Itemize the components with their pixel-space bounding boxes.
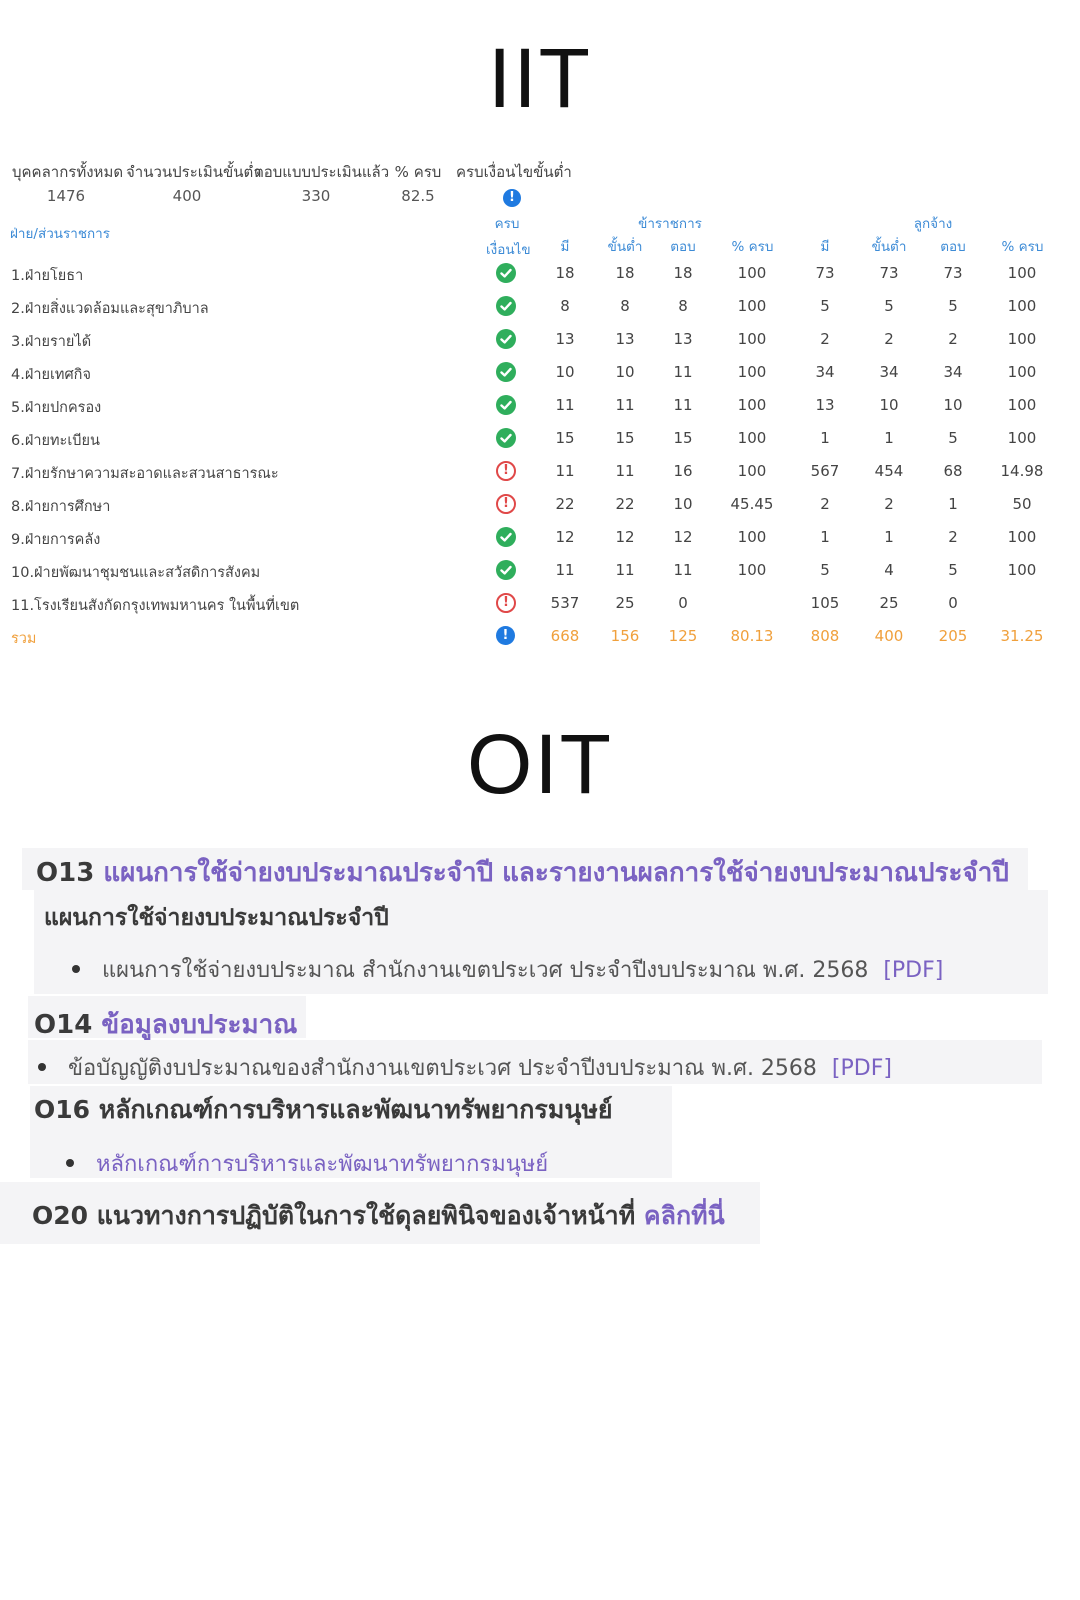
- table-row: [0, 290, 1080, 323]
- department-name: 7.ฝ่ายรักษาความสะอาดและสวนสาธารณะ: [11, 466, 279, 482]
- cell-emp-pct: 14.98: [1000, 462, 1044, 480]
- cell-emp-pct: 100: [1007, 264, 1037, 282]
- department-name: 6.ฝ่ายทะเบียน: [11, 433, 100, 449]
- check-circle-icon: [496, 362, 516, 382]
- cell-civil-have: 13: [555, 330, 575, 348]
- cell-emp-pct: 100: [1007, 297, 1037, 315]
- cell-civil-answered: 11: [673, 396, 693, 414]
- header-emp-answered: ตอบ: [940, 239, 966, 255]
- summary-percent: [390, 160, 446, 208]
- cell-emp-answered: 5: [948, 429, 958, 447]
- check-circle-icon: [496, 329, 516, 349]
- cell-civil-have: 10: [555, 363, 575, 381]
- cell-emp-have: 105: [810, 594, 840, 612]
- department-name: 4.ฝ่ายเทศกิจ: [11, 367, 91, 383]
- summary-value: 82.5: [401, 187, 435, 205]
- cell-emp-have: 1: [820, 429, 830, 447]
- o13-heading: [36, 852, 1009, 893]
- cell-civil-pct: 100: [737, 561, 767, 579]
- cell-civil-pct: 100: [737, 396, 767, 414]
- summary-total-staff: [12, 160, 124, 208]
- o14-list-item: [38, 1050, 892, 1085]
- department-name: 1.ฝ่ายโยธา: [11, 268, 84, 284]
- table-row: [0, 257, 1080, 290]
- department-name: 10.ฝ่ายพัฒนาชุมชนและสวัสดิการสังคม: [11, 565, 261, 581]
- cell-emp-answered: 2: [948, 330, 958, 348]
- o14-pdf-link[interactable]: [PDF]: [831, 1056, 892, 1081]
- table-row: [0, 323, 1080, 356]
- o13-title[interactable]: แผนการใช้จ่ายงบประมาณประจำปี และรายงานผลการใช้จ่ายงบประมาณประจำปี: [103, 858, 1009, 888]
- header-complete-line2: เงื่อนไข: [486, 242, 531, 258]
- cell-civil-min: 12: [615, 528, 635, 546]
- cell-civil-pct: 100: [737, 330, 767, 348]
- cell-civil-min: 11: [615, 396, 635, 414]
- cell-civil-have: 8: [560, 297, 570, 315]
- cell-civil-have: 537: [550, 594, 580, 612]
- cell-civil-min: 15: [615, 429, 635, 447]
- o14-code: O14: [34, 1010, 93, 1040]
- cell-emp-min: 454: [874, 462, 904, 480]
- cell-emp-have: 808: [810, 627, 840, 645]
- summary-value: 1476: [46, 187, 86, 205]
- o13-item-text: แผนการใช้จ่ายงบประมาณ สำนักงานเขตประเวศ ประจำปีงบประมาณ พ.ศ. 2568: [102, 958, 869, 983]
- cell-civil-min: 10: [615, 363, 635, 381]
- summary-label: ตอบแบบประเมินแล้ว: [254, 163, 390, 181]
- bullet-icon: [72, 965, 80, 973]
- check-circle-icon: [496, 296, 516, 316]
- cell-civil-pct: 100: [737, 264, 767, 282]
- o13-list-item: [72, 952, 943, 987]
- cell-emp-answered: 5: [948, 297, 958, 315]
- oit-title: OIT: [467, 717, 613, 811]
- o20-title: O20 แนวทางการปฏิบัติในการใช้ดุลยพินิจของเจ้าหน้าที่: [32, 1201, 636, 1230]
- table-row: [0, 554, 1080, 587]
- alert-circle-icon: !: [496, 593, 516, 613]
- cell-emp-have: 34: [815, 363, 835, 381]
- header-civil-have: มี: [560, 239, 570, 255]
- cell-civil-answered: 10: [673, 495, 693, 513]
- cell-emp-min: 5: [884, 297, 894, 315]
- header-civil-min: ขั้นต่ำ: [607, 239, 643, 255]
- check-circle-icon: [496, 395, 516, 415]
- summary-label: จำนวนประเมินขั้นต่ำ: [126, 163, 262, 181]
- cell-civil-min: 11: [615, 561, 635, 579]
- cell-emp-have: 13: [815, 396, 835, 414]
- cell-civil-min: 8: [620, 297, 630, 315]
- cell-emp-answered: 0: [948, 594, 958, 612]
- table-row: [0, 389, 1080, 422]
- cell-civil-answered: 125: [668, 627, 698, 645]
- header-emp-pct: % ครบ: [1001, 239, 1044, 255]
- cell-emp-have: 2: [820, 330, 830, 348]
- cell-civil-have: 12: [555, 528, 575, 546]
- o20-heading: [32, 1196, 725, 1236]
- cell-civil-answered: 13: [673, 330, 693, 348]
- cell-civil-pct: 100: [737, 297, 767, 315]
- table-row: [0, 422, 1080, 455]
- header-civil-servants: ข้าราชการ: [638, 216, 702, 232]
- cell-emp-have: 5: [820, 297, 830, 315]
- cell-emp-have: 5: [820, 561, 830, 579]
- cell-civil-pct: 100: [737, 363, 767, 381]
- bullet-icon: [66, 1159, 74, 1167]
- check-circle-icon: [496, 560, 516, 580]
- check-circle-icon: [496, 527, 516, 547]
- cell-civil-have: 22: [555, 495, 575, 513]
- cell-emp-pct: 100: [1007, 330, 1037, 348]
- cell-emp-answered: 205: [938, 627, 968, 645]
- cell-civil-answered: 18: [673, 264, 693, 282]
- cell-emp-min: 25: [879, 594, 899, 612]
- cell-emp-pct: 100: [1007, 528, 1037, 546]
- cell-civil-min: 13: [615, 330, 635, 348]
- cell-civil-pct: 80.13: [730, 627, 774, 645]
- cell-emp-answered: 73: [943, 264, 963, 282]
- cell-emp-have: 2: [820, 495, 830, 513]
- cell-emp-answered: 2: [948, 528, 958, 546]
- summary-answered: [254, 160, 390, 208]
- cell-emp-pct: 31.25: [1000, 627, 1044, 645]
- department-name: 11.โรงเรียนสังกัดกรุงเทพมหานคร ในพื้นที่เขต: [11, 598, 300, 614]
- cell-emp-min: 34: [879, 363, 899, 381]
- cell-emp-min: 1: [884, 528, 894, 546]
- department-name: 9.ฝ่ายการคลัง: [11, 532, 101, 548]
- cell-emp-answered: 5: [948, 561, 958, 579]
- department-name: 5.ฝ่ายปกครอง: [11, 400, 102, 416]
- o13-subheading: แผนการใช้จ่ายงบประมาณประจำปี: [44, 905, 389, 931]
- cell-emp-answered: 68: [943, 462, 963, 480]
- cell-emp-answered: 10: [943, 396, 963, 414]
- cell-civil-min: 18: [615, 264, 635, 282]
- cell-civil-have: 11: [555, 561, 575, 579]
- cell-civil-answered: 8: [678, 297, 688, 315]
- cell-civil-have: 11: [555, 462, 575, 480]
- cell-civil-pct: 100: [737, 429, 767, 447]
- summary-condition: [456, 160, 572, 208]
- summary-label: ครบเงื่อนไขขั้นต่ำ: [456, 163, 572, 181]
- table-row: [0, 488, 1080, 521]
- cell-emp-pct: 100: [1007, 363, 1037, 381]
- summary-min-required: [126, 160, 262, 208]
- table-row: [0, 455, 1080, 488]
- info-icon: !: [503, 189, 521, 207]
- cell-civil-min: 156: [610, 627, 640, 645]
- o16-heading: O16 หลักเกณฑ์การบริหารและพัฒนาทรัพยากรมนุษย์: [34, 1095, 613, 1124]
- department-name: 3.ฝ่ายรายได้: [11, 334, 92, 350]
- alert-circle-icon: !: [496, 461, 516, 481]
- iit-title: IIT: [488, 31, 592, 125]
- header-emp-min: ขั้นต่ำ: [871, 239, 907, 255]
- total-label: รวม: [11, 631, 37, 647]
- check-circle-icon: [496, 263, 516, 283]
- o13-code: O13: [36, 858, 95, 888]
- table-row: [0, 521, 1080, 554]
- o14-item-text: ข้อบัญญัติงบประมาณของสำนักงานเขตประเวศ ประจำปีงบประมาณ พ.ศ. 2568: [68, 1056, 817, 1081]
- table-row: [0, 356, 1080, 389]
- cell-civil-min: 25: [615, 594, 635, 612]
- cell-emp-pct: 50: [1012, 495, 1032, 513]
- cell-emp-have: 1: [820, 528, 830, 546]
- o14-title[interactable]: ข้อมูลงบประมาณ: [101, 1010, 298, 1040]
- cell-civil-have: 11: [555, 396, 575, 414]
- check-circle-icon: [496, 428, 516, 448]
- cell-emp-pct: 100: [1007, 396, 1037, 414]
- department-name: 2.ฝ่ายสิ่งแวดล้อมและสุขาภิบาล: [11, 301, 209, 317]
- cell-civil-have: 18: [555, 264, 575, 282]
- cell-emp-min: 2: [884, 495, 894, 513]
- cell-emp-answered: 34: [943, 363, 963, 381]
- o20-link[interactable]: คลิกที่นี่: [643, 1201, 725, 1230]
- info-icon: !: [496, 626, 515, 645]
- header-employees: ลูกจ้าง: [913, 216, 953, 232]
- cell-emp-min: 400: [874, 627, 904, 645]
- cell-civil-answered: 15: [673, 429, 693, 447]
- total-row: [0, 620, 1080, 653]
- o16-item-link[interactable]: หลักเกณฑ์การบริหารและพัฒนาทรัพยากรมนุษย์: [96, 1152, 549, 1177]
- summary-label: % ครบ: [394, 163, 442, 181]
- summary-value: 400: [172, 187, 202, 205]
- alert-circle-icon: !: [496, 494, 516, 514]
- o13-pdf-link[interactable]: [PDF]: [883, 958, 944, 983]
- cell-civil-answered: 16: [673, 462, 693, 480]
- table-row: [0, 587, 1080, 620]
- cell-emp-pct: 100: [1007, 429, 1037, 447]
- cell-emp-min: 2: [884, 330, 894, 348]
- cell-civil-pct: 100: [737, 462, 767, 480]
- cell-civil-have: 668: [550, 627, 580, 645]
- summary-label: บุคคลากรทั้งหมด: [12, 163, 124, 181]
- o14-heading: [34, 1004, 297, 1045]
- cell-emp-min: 73: [879, 264, 899, 282]
- header-civil-pct: % ครบ: [731, 239, 774, 255]
- header-complete: [486, 212, 531, 260]
- cell-emp-have: 567: [810, 462, 840, 480]
- o16-list-item: [66, 1146, 548, 1181]
- bullet-icon: [38, 1063, 46, 1071]
- header-civil-answered: ตอบ: [670, 239, 696, 255]
- cell-emp-pct: 100: [1007, 561, 1037, 579]
- cell-civil-have: 15: [555, 429, 575, 447]
- cell-civil-min: 11: [615, 462, 635, 480]
- header-emp-have: มี: [820, 239, 830, 255]
- summary-value: 330: [301, 187, 331, 205]
- cell-civil-answered: 12: [673, 528, 693, 546]
- cell-civil-pct: 100: [737, 528, 767, 546]
- department-name: 8.ฝ่ายการศึกษา: [11, 499, 111, 515]
- cell-emp-min: 1: [884, 429, 894, 447]
- cell-civil-pct: 45.45: [730, 495, 774, 513]
- cell-civil-min: 22: [615, 495, 635, 513]
- header-complete-line1: ครบ: [494, 216, 520, 232]
- cell-civil-answered: 0: [678, 594, 688, 612]
- cell-civil-answered: 11: [673, 561, 693, 579]
- cell-civil-answered: 11: [673, 363, 693, 381]
- cell-emp-answered: 1: [948, 495, 958, 513]
- header-department: ฝ่าย/ส่วนราชการ: [10, 226, 110, 242]
- cell-emp-min: 10: [879, 396, 899, 414]
- cell-emp-have: 73: [815, 264, 835, 282]
- cell-emp-min: 4: [884, 561, 894, 579]
